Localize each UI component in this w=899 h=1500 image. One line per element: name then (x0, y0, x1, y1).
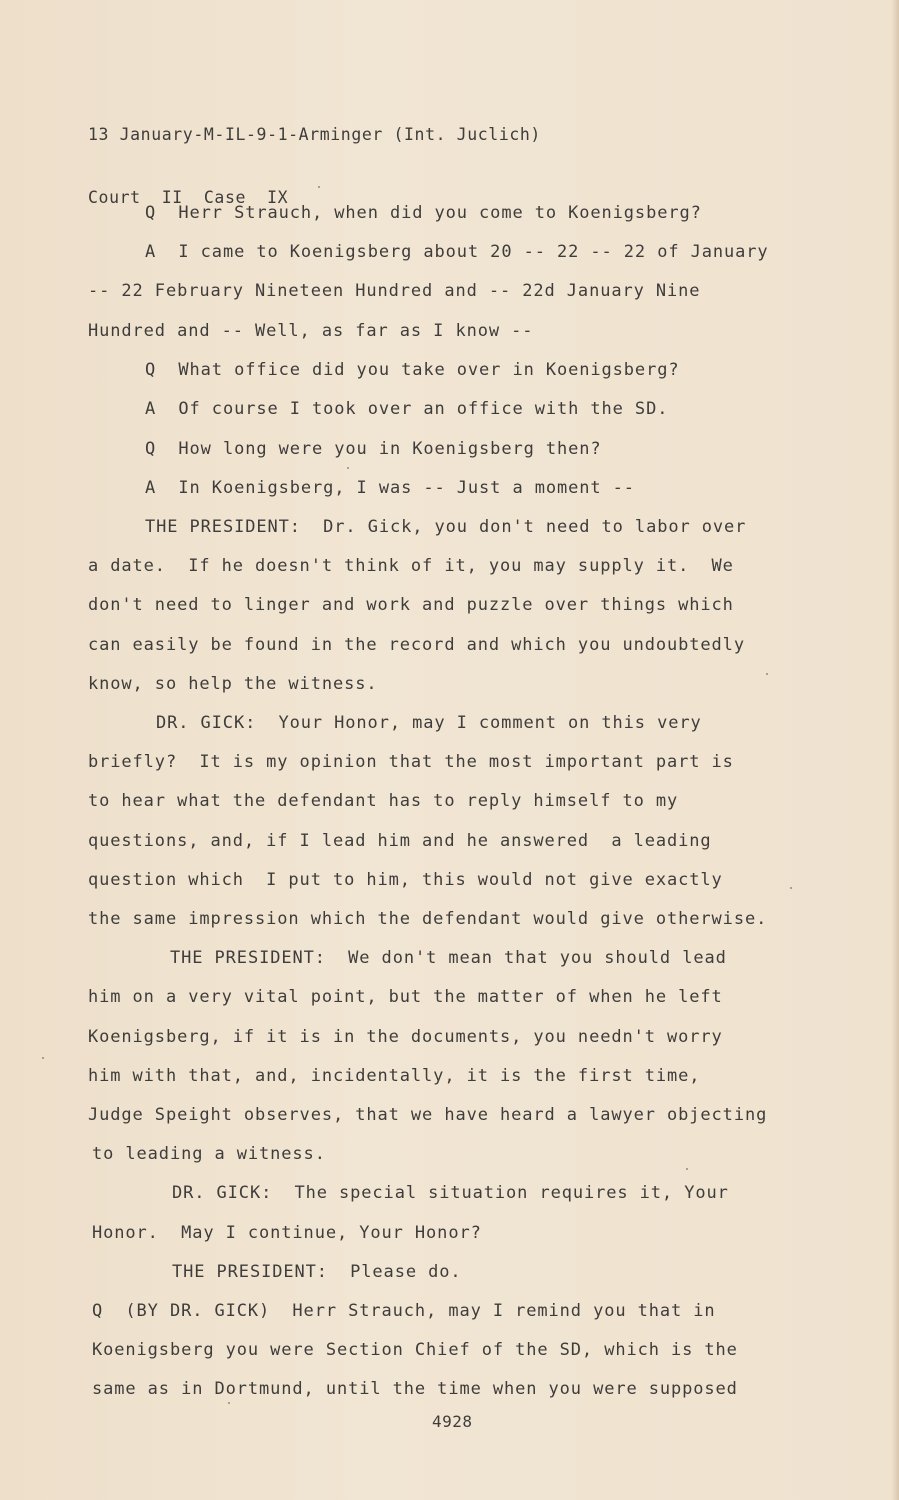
transcript-line: know, so help the witness. (88, 674, 378, 694)
ink-speck (318, 186, 320, 188)
transcript-line: him on a very vital point, but the matter of when he left (88, 987, 723, 1007)
transcript-line: to hear what the defendant has to reply himself to my (88, 791, 679, 811)
transcript-line: the same impression which the defendant would give otherwise. (88, 909, 768, 929)
ink-speck (790, 887, 792, 889)
transcript-line: Honor. May I continue, Your Honor? (92, 1223, 482, 1243)
ink-speck (347, 467, 349, 469)
transcript-line: Hundred and -- Well, as far as I know -- (88, 321, 534, 341)
transcript-line: Q (BY DR. GICK) Herr Strauch, may I remind you that in (92, 1301, 716, 1321)
transcript-line: A I came to Koenigsberg about 20 -- 22 -- 22 of January (145, 242, 769, 262)
transcript-line: Q How long were you in Koenigsberg then? (145, 439, 602, 459)
transcript-line: don't need to linger and work and puzzle over things which (88, 595, 734, 615)
page-number: 4928 (432, 1412, 473, 1431)
transcript-line: THE PRESIDENT: Dr. Gick, you don't need to labor over (145, 517, 747, 537)
document-header (88, 82, 541, 250)
transcript-line: DR. GICK: The special situation requires it, Your (172, 1183, 729, 1203)
transcript-line: Judge Speight observes, that we have heard a lawyer objecting (88, 1105, 768, 1125)
transcript-line: THE PRESIDENT: Please do. (172, 1262, 462, 1282)
transcript-line: DR. GICK: Your Honor, may I comment on this very (156, 713, 702, 733)
transcript-line: THE PRESIDENT: We don't mean that you should lead (170, 948, 727, 968)
transcript-line: a date. If he doesn't think of it, you may supply it. We (88, 556, 734, 576)
transcript-line: Q What office did you take over in Koenigsberg? (145, 360, 680, 380)
ink-speck (766, 673, 768, 675)
transcript-line: Q Herr Strauch, when did you come to Koenigsberg? (145, 203, 702, 223)
transcript-line: -- 22 February Nineteen Hundred and -- 22d January Nine (88, 281, 701, 301)
transcript-line: can easily be found in the record and which you undoubtedly (88, 635, 745, 655)
transcript-line: briefly? It is my opinion that the most important part is (88, 752, 734, 772)
transcript-line: A In Koenigsberg, I was -- Just a moment -- (145, 478, 635, 498)
ink-speck (686, 1168, 688, 1170)
transcript-line: him with that, and, incidentally, it is the first time, (88, 1066, 701, 1086)
transcript-line: Koenigsberg, if it is in the documents, you needn't worry (88, 1027, 723, 1047)
transcript-line: same as in Dortmund, until the time when you were supposed (92, 1379, 738, 1399)
transcript-line: A Of course I took over an office with the SD. (145, 399, 669, 419)
transcript-line: question which I put to him, this would not give exactly (88, 870, 723, 890)
ink-speck (42, 1057, 44, 1059)
ink-speck (228, 1402, 230, 1404)
transcript-line: Koenigsberg you were Section Chief of the SD, which is the (92, 1340, 738, 1360)
transcript-line: to leading a witness. (92, 1144, 326, 1164)
header-court-line: Court II Case IX (88, 188, 289, 207)
page-edge-shadow (891, 0, 899, 1500)
header-session-line: 13 January-M-IL-9-1-Arminger (Int. Juclich) (88, 125, 541, 144)
transcript-line: questions, and, if I lead him and he answered a leading (88, 831, 712, 851)
